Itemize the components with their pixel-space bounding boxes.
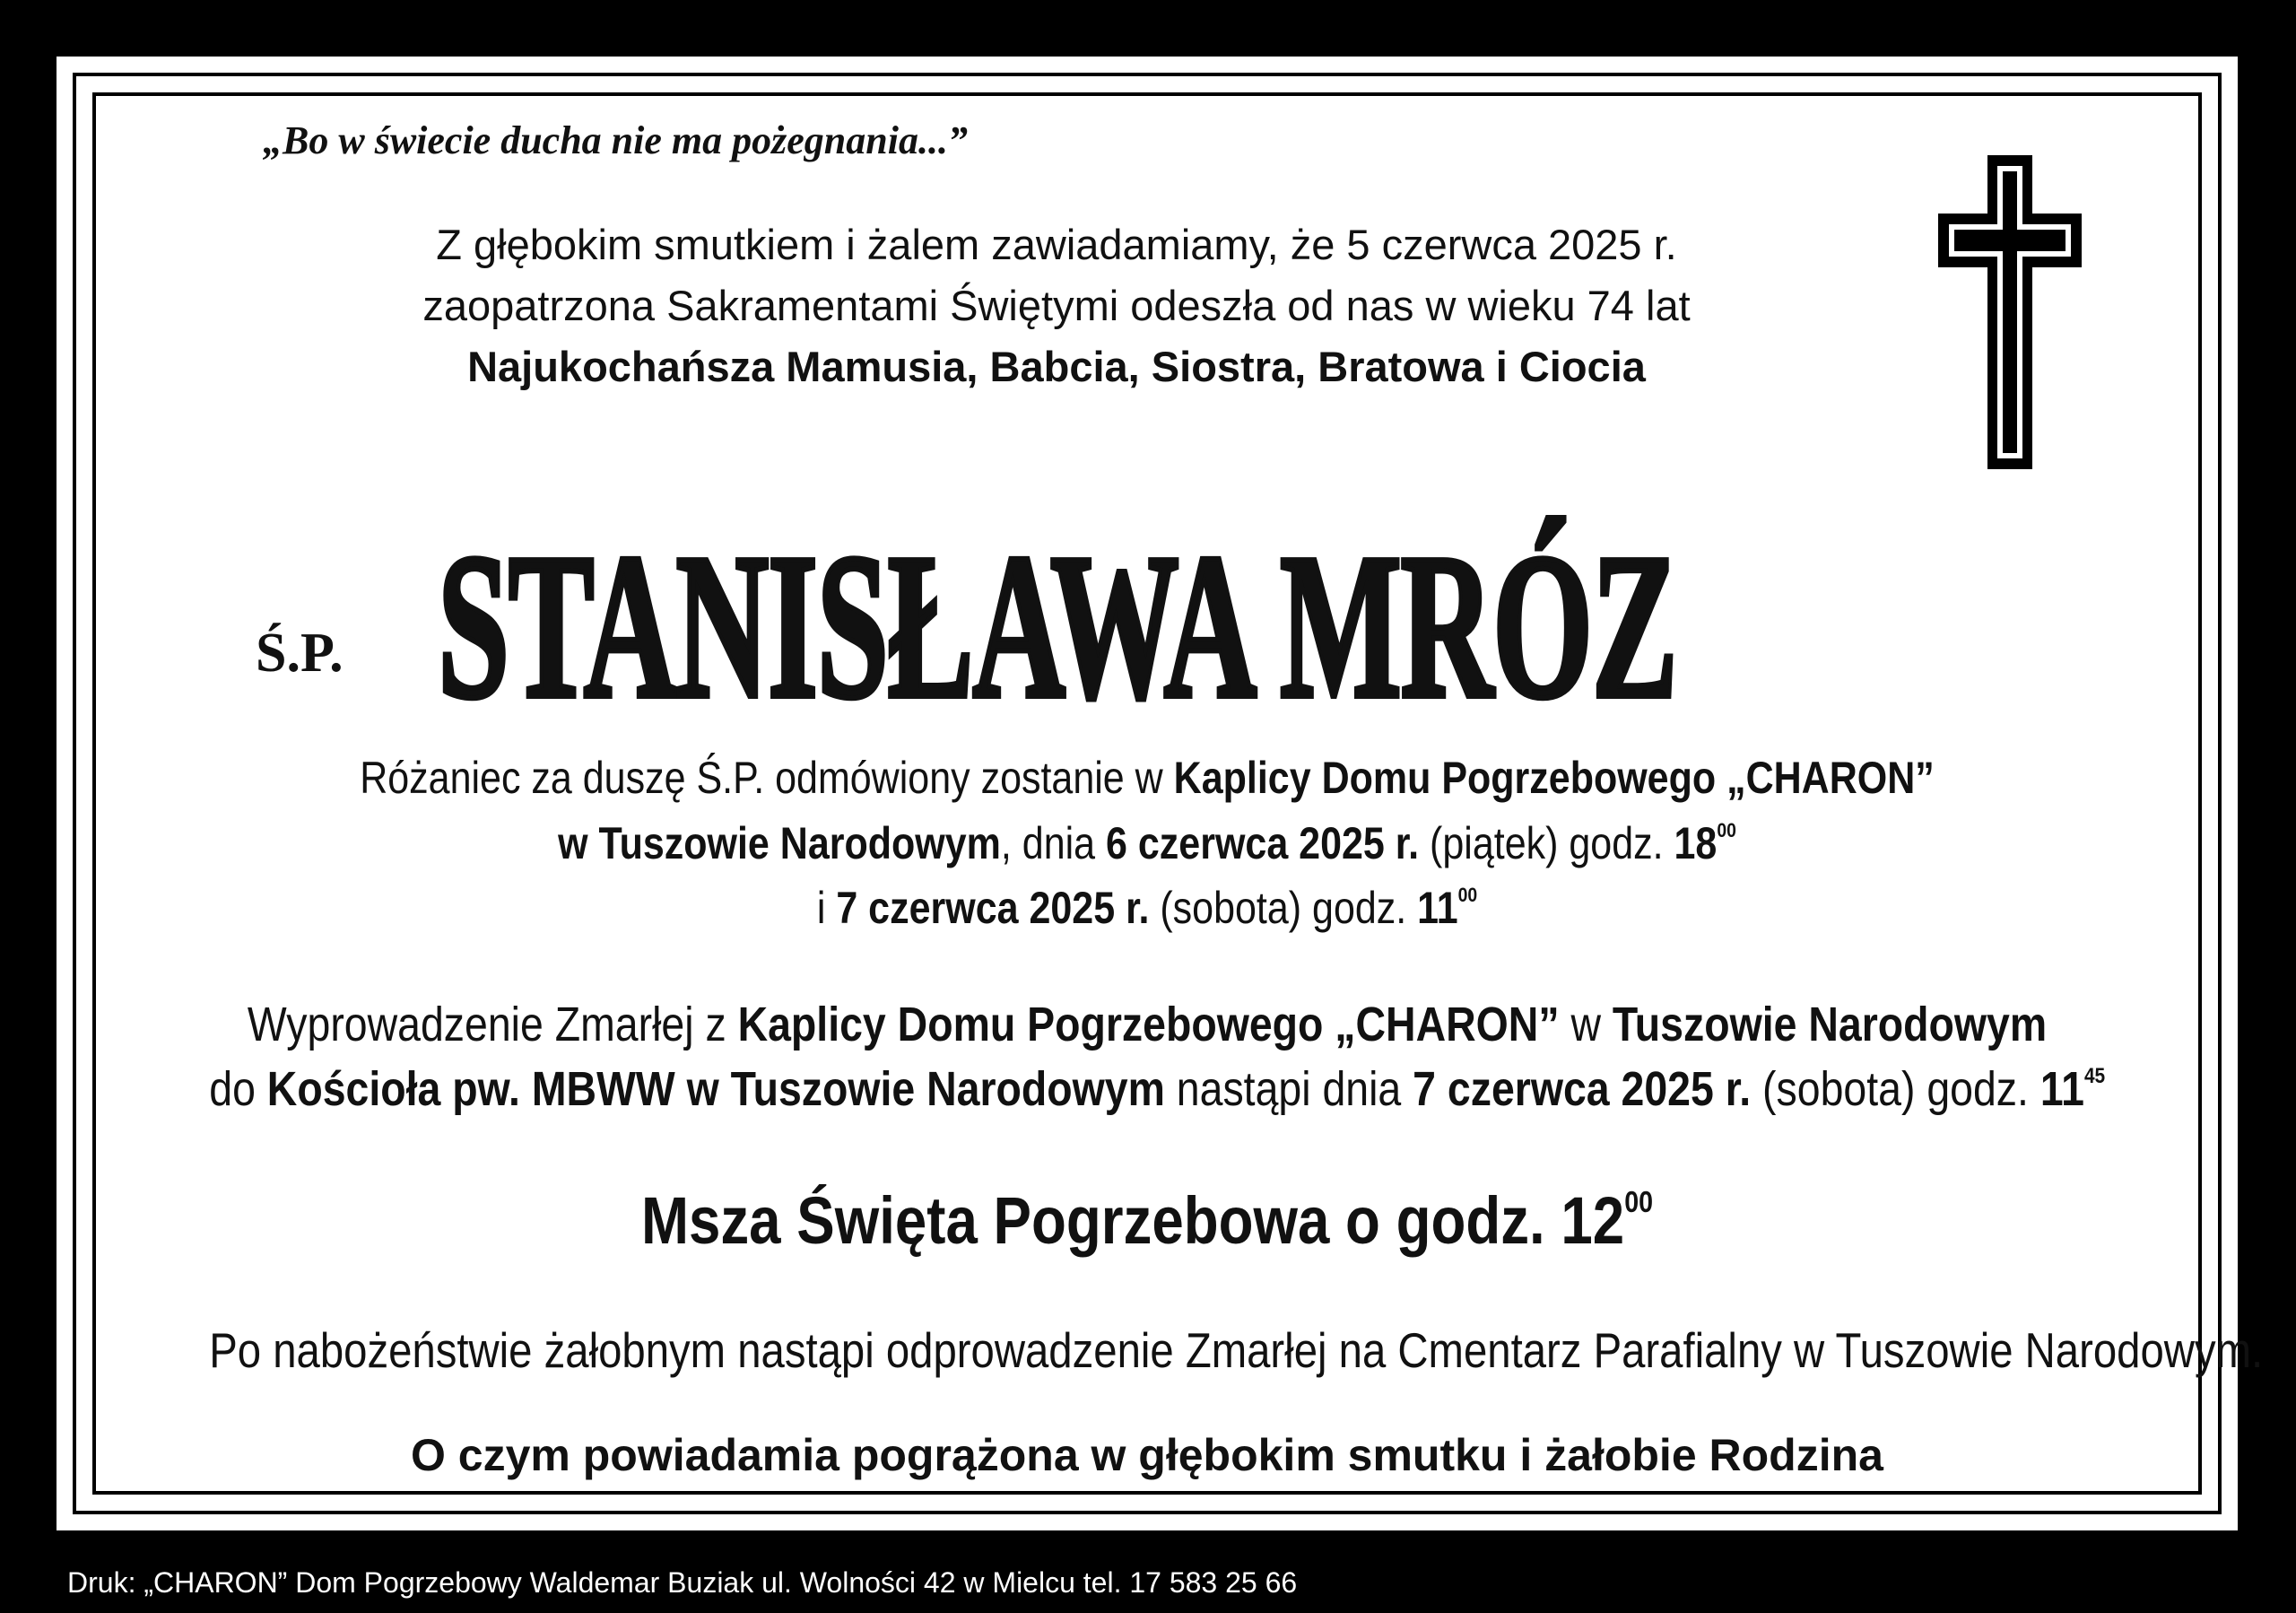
printer-footer: Druk: „CHARON” Dom Pogrzebowy Waldemar Buziak ul. Wolności 42 w Mielcu tel. 17 583 25 66: [67, 1566, 1298, 1599]
burial-line: Po nabożeństwie żałobnym nastąpi odprowadzenie Zmarłej na Cmentarz Parafialny w Tuszowie Narodowym.: [209, 1322, 2264, 1378]
procession-line-2: do Kościoła pw. MBWW w Tuszowie Narodowym nastąpi dnia 7 czerwca 2025 r. (sobota) godz. $11^{45}$: [209, 1062, 2106, 1116]
closing-line: O czym powiadamia pogrążona w głębokim smutku i żałobie Rodzina: [411, 1430, 1883, 1480]
procession-line-1: Wyprowadzenie Zmarłej z Kaplicy Domu Pogrzebowego „CHARON” w Tuszowie Narodowym: [247, 998, 2048, 1051]
mass-line: Msza Święta Pogrzebowa o godz. $12^{00}$: [640, 1183, 1654, 1258]
intro-line-3: Najukochańsza Mamusia, Babcia, Siostra, Bratowa i Ciocia: [467, 343, 1646, 390]
deceased-name: STANISŁAWA MRÓZ: [438, 511, 1677, 742]
rosary-line-3: i 7 czerwca 2025 r. (sobota) godz. $11^{00}$: [816, 883, 1478, 933]
obituary-sheet: [57, 57, 2264, 1530]
cross-icon: [1938, 155, 2082, 469]
intro-line-1: Z głębokim smutkiem i żalem zawiadamiamy, że 5 czerwca 2025 r.: [436, 221, 1677, 268]
deceased-name-row: [57, 460, 2238, 742]
intro-line-2: zaopatrzona Sakramentami Świętymi odeszła od nas w wieku 74 lat: [422, 282, 1691, 329]
sp-prefix: Ś.P.: [256, 623, 344, 684]
rosary-line-2: w Tuszowie Narodowym, dnia 6 czerwca 2025 r. (piątek) godz. $18^{00}$: [558, 818, 1736, 868]
motto: „Bo w świecie ducha nie ma pożegnania...”: [263, 118, 968, 162]
rosary-line-1: Różaniec za duszę Ś.P. odmówiony zostanie w Kaplicy Domu Pogrzebowego „CHARON”: [360, 753, 1935, 803]
